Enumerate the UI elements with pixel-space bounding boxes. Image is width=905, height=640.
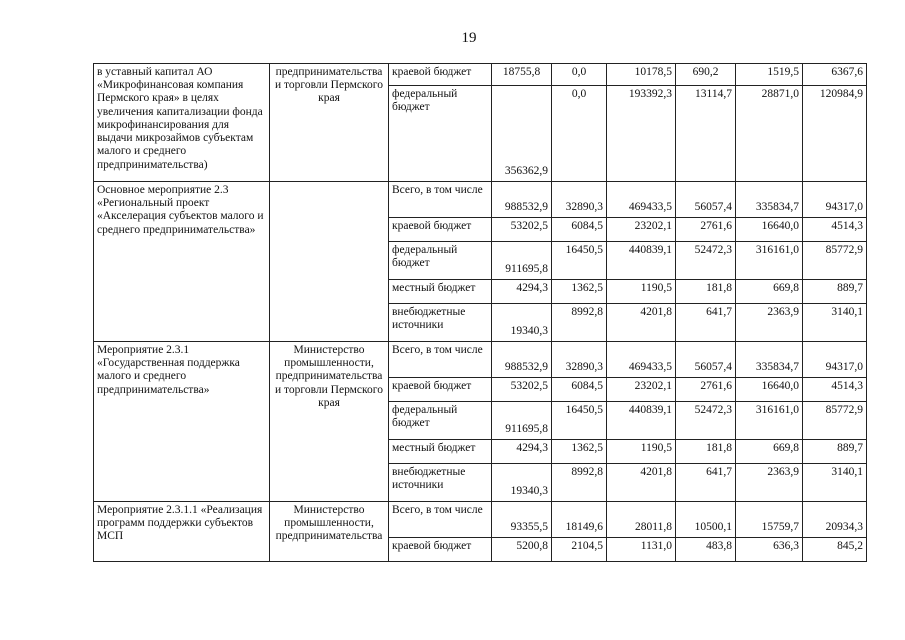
value-year-1: 18149,6	[552, 502, 607, 538]
value-year-2: 28011,8	[607, 502, 676, 538]
value-year-1: 0,0	[552, 64, 607, 86]
value-year-2: 469433,5	[607, 342, 676, 378]
value-year-2: 1190,5	[607, 280, 676, 304]
table-row	[94, 64, 867, 86]
activity-description: Основное мероприятие 2.3 «Региональный проект «Акселерация субъектов малого и среднего предпринимательства»	[94, 182, 270, 342]
value-year-4: 16640,0	[736, 218, 803, 242]
value-year-2: 4201,8	[607, 464, 676, 502]
value-total: 18755,8	[492, 64, 552, 86]
value-year-3: 13114,7	[676, 86, 736, 182]
activity-description: в уставный капитал АО «Микрофинансовая компания Пермского края» в целях увеличения капитализации фонда микрофинансирования для выдачи микрозаймов субъектам малого и среднего предпринимательства)	[94, 64, 270, 182]
funding-source: краевой бюджет	[389, 64, 492, 86]
value-year-3: 181,8	[676, 280, 736, 304]
value-year-5: 889,7	[803, 440, 867, 464]
value-year-4: 28871,0	[736, 86, 803, 182]
budget-table	[93, 63, 867, 562]
value-year-1: 16450,5	[552, 242, 607, 280]
value-total: 911695,8	[492, 242, 552, 280]
value-year-1: 32890,3	[552, 182, 607, 218]
value-year-4: 316161,0	[736, 242, 803, 280]
value-year-3: 641,7	[676, 304, 736, 342]
value-year-2: 23202,1	[607, 218, 676, 242]
value-year-1: 6084,5	[552, 378, 607, 402]
value-year-2: 469433,5	[607, 182, 676, 218]
value-year-4: 2363,9	[736, 464, 803, 502]
value-year-4: 16640,0	[736, 378, 803, 402]
value-year-5: 3140,1	[803, 304, 867, 342]
value-year-1: 16450,5	[552, 402, 607, 440]
value-total: 53202,5	[492, 378, 552, 402]
value-total: 988532,9	[492, 342, 552, 378]
value-year-4: 316161,0	[736, 402, 803, 440]
value-year-3: 483,8	[676, 538, 736, 562]
executor-cell: Министерство промышленности, предпринимательства	[270, 502, 389, 562]
value-year-3: 52472,3	[676, 402, 736, 440]
value-year-4: 335834,7	[736, 342, 803, 378]
value-year-1: 0,0	[552, 86, 607, 182]
funding-source: внебюджетные источники	[389, 464, 492, 502]
value-total: 988532,9	[492, 182, 552, 218]
value-total: 53202,5	[492, 218, 552, 242]
funding-source: краевой бюджет	[389, 218, 492, 242]
value-year-3: 2761,6	[676, 378, 736, 402]
table-row	[94, 182, 867, 218]
value-year-5: 94317,0	[803, 182, 867, 218]
value-year-4: 636,3	[736, 538, 803, 562]
value-year-4: 669,8	[736, 440, 803, 464]
value-year-4: 15759,7	[736, 502, 803, 538]
value-year-1: 2104,5	[552, 538, 607, 562]
value-year-3: 2761,6	[676, 218, 736, 242]
funding-source: Всего, в том числе	[389, 342, 492, 378]
value-year-5: 6367,6	[803, 64, 867, 86]
value-year-4: 335834,7	[736, 182, 803, 218]
value-year-5: 20934,3	[803, 502, 867, 538]
value-year-3: 56057,4	[676, 342, 736, 378]
value-year-5: 889,7	[803, 280, 867, 304]
funding-source: федеральный бюджет	[389, 86, 492, 182]
value-year-2: 193392,3	[607, 86, 676, 182]
value-year-1: 1362,5	[552, 280, 607, 304]
value-year-4: 1519,5	[736, 64, 803, 86]
table-row	[94, 342, 867, 378]
value-year-3: 52472,3	[676, 242, 736, 280]
value-year-3: 10500,1	[676, 502, 736, 538]
funding-source: внебюджетные источники	[389, 304, 492, 342]
value-year-1: 32890,3	[552, 342, 607, 378]
value-year-5: 4514,3	[803, 378, 867, 402]
activity-description: Мероприятие 2.3.1.1 «Реализация программ поддержки субъектов МСП	[94, 502, 270, 562]
value-year-4: 669,8	[736, 280, 803, 304]
executor-cell: предпринимательства и торговли Пермского края	[270, 64, 389, 182]
value-total: 93355,5	[492, 502, 552, 538]
value-total: 911695,8	[492, 402, 552, 440]
value-year-1: 1362,5	[552, 440, 607, 464]
value-year-2: 10178,5	[607, 64, 676, 86]
value-year-5: 845,2	[803, 538, 867, 562]
value-year-3: 641,7	[676, 464, 736, 502]
value-year-2: 1131,0	[607, 538, 676, 562]
value-year-5: 4514,3	[803, 218, 867, 242]
value-total: 4294,3	[492, 280, 552, 304]
value-year-5: 120984,9	[803, 86, 867, 182]
value-year-2: 23202,1	[607, 378, 676, 402]
value-year-5: 3140,1	[803, 464, 867, 502]
value-total: 5200,8	[492, 538, 552, 562]
value-year-5: 94317,0	[803, 342, 867, 378]
value-total: 19340,3	[492, 464, 552, 502]
value-year-2: 440839,1	[607, 242, 676, 280]
executor-cell: Министерство промышленности, предпринимательства и торговли Пермского края	[270, 342, 389, 502]
funding-source: местный бюджет	[389, 280, 492, 304]
value-year-5: 85772,9	[803, 242, 867, 280]
funding-source: краевой бюджет	[389, 538, 492, 562]
funding-source: федеральный бюджет	[389, 242, 492, 280]
activity-description: Мероприятие 2.3.1 «Государственная поддержка малого и среднего предпринимательства»	[94, 342, 270, 502]
value-total: 4294,3	[492, 440, 552, 464]
funding-source: местный бюджет	[389, 440, 492, 464]
value-year-3: 690,2	[676, 64, 736, 86]
funding-source: краевой бюджет	[389, 378, 492, 402]
value-year-3: 181,8	[676, 440, 736, 464]
value-year-1: 8992,8	[552, 464, 607, 502]
value-year-5: 85772,9	[803, 402, 867, 440]
executor-cell	[270, 182, 389, 342]
value-year-2: 440839,1	[607, 402, 676, 440]
value-total: 19340,3	[492, 304, 552, 342]
page-number: 19	[461, 30, 477, 46]
value-total: 356362,9	[492, 86, 552, 182]
value-year-2: 1190,5	[607, 440, 676, 464]
value-year-1: 6084,5	[552, 218, 607, 242]
value-year-3: 56057,4	[676, 182, 736, 218]
funding-source: Всего, в том числе	[389, 502, 492, 538]
funding-source: Всего, в том числе	[389, 182, 492, 218]
value-year-1: 8992,8	[552, 304, 607, 342]
value-year-2: 4201,8	[607, 304, 676, 342]
table-row	[94, 502, 867, 538]
funding-source: федеральный бюджет	[389, 402, 492, 440]
value-year-4: 2363,9	[736, 304, 803, 342]
